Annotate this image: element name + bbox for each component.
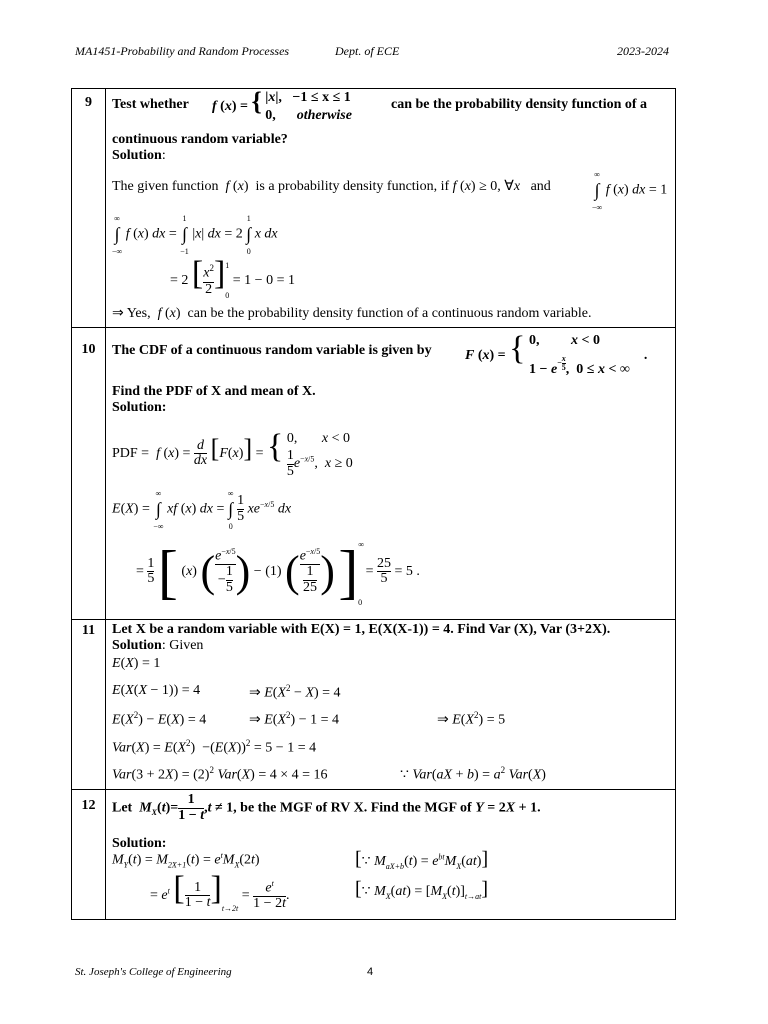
conclusion: ⇒ Yes, f (x) can be the probability density function of a continuous random variable. (112, 306, 592, 321)
question-row-9 (72, 89, 676, 328)
mgf-property-1: [∵ $M_{aX+b}(t) = e^{bt}M_X(at)$] (355, 848, 489, 871)
question-number: 11 (72, 620, 106, 790)
variance-transformed: $Var(3 + 2X) = (2)^2$ Var(X) = 4 × 4 = 16 (112, 765, 328, 783)
header-year: 2023-2024 (617, 44, 669, 58)
questions-table (71, 88, 676, 920)
footer-college: St. Joseph's College of Engineering (75, 966, 232, 978)
mgf-step-1: $M_Y(t) = M_{2X+1}(t) = e^tM_X(2t)$ (112, 851, 260, 870)
question-body (106, 89, 676, 328)
case-condition: otherwise (296, 107, 352, 123)
mean-integral: E(X) = ∞ ∫ −∞ xf (x) dx = ∞ ∫ 0 $\frac{1}{5}$ $xe^{-x/5}$ dx (112, 489, 292, 531)
integral-condition: ∞ ∫ −∞ f (x) dx = 1 (592, 170, 668, 212)
solution-label: Solution: (112, 148, 166, 163)
question-row-11 (72, 620, 676, 790)
header-dept: Dept. of ECE (335, 44, 400, 58)
question-row-10 (72, 328, 676, 620)
question-body (106, 328, 676, 620)
mgf-step-2: = $e^t$ [ $\frac{1}{1 - t}$ ]$_{t\to 2t}$ = $\frac{e^t}{1 - 2t}$ . (150, 870, 290, 913)
integral-equation: ∞ ∫ −∞ f (x) dx = 1 ∫ −1 |x| dx = 2 1 ∫ 0 x dx (112, 214, 278, 256)
question-row-12 (72, 790, 676, 920)
solution-label: Solution: (112, 836, 167, 851)
question-body (106, 790, 676, 920)
question-number: 12 (72, 790, 106, 920)
solution-label: Solution: (112, 400, 167, 415)
question-prompt-2: Find the PDF of X and mean of X. (112, 384, 316, 399)
piecewise-function: f (x) = { |x|, −1 ≤ x ≤ 1 0, otherwise (212, 87, 352, 123)
question-prompt: Let $M_X(t)=$ $\frac{1}{1 - t}$ ,t ≠ 1, be the MGF of RV X. Find the MGF of Y = 2X + 1. (112, 792, 541, 823)
solution-label: Solution: Given (112, 638, 204, 653)
question-body (106, 620, 676, 790)
question-number: 10 (72, 328, 106, 620)
variance-property: ∵ $Var(aX + b) = a^2$ Var(X) (400, 765, 546, 783)
step-1: E(X(X − 1)) = 4 (112, 683, 201, 698)
case-condition: −1 ≤ x ≤ 1 (292, 90, 351, 106)
question-prompt: The CDF of a continuous random variable is given by (112, 343, 432, 358)
pdf-derivation: PDF = f (x) = $\frac{d}{dx}$ [F(x)] = { 0, x < 0 $\frac{1}{5}$ $e^{-x/5}$, x ≥ 0 (112, 427, 353, 479)
question-prompt: continuous random variable? (112, 132, 288, 147)
variance-x: $Var(X) = E(X^2) -(E(X))^2 = 5 - 1 = 4$ (112, 738, 317, 756)
question-number: 9 (72, 89, 106, 328)
question-prompt: Let X be a random variable with E(X) = 1, E(X(X-1)) = 4. Find Var (X), Var (3+2X). (112, 622, 611, 637)
mean-evaluation: = $\frac{1}{5}$ [ (x) ( $e^{-x/5}$ − $\frac{1}{5}$ ) − (1) ( $\frac{e^{-x/5}}{\frac{1}{25}}$ ) ]$^\infty_0$ = $\frac{25}{5}$ = 5 . (136, 538, 420, 607)
mgf-property-2: [∵ $M_X(at) = [M_X(t)]_{t\to at}$] (355, 878, 489, 901)
cdf-function: F (x) = { 0, x < 0 $1 - e^{- \frac{x}{5}}$ , 0 ≤ x < ∞ . (465, 330, 648, 378)
step-2-mid: ⇒ $E(X^2) - 1 = 4$ (249, 710, 339, 728)
question-prompt: can be the probability density function of a (391, 97, 648, 112)
given-ex: E(X) = 1 (112, 656, 161, 671)
condition-line: The given function f (x) is a probability density function, if f (x) ≥ 0, ∀x and (112, 179, 551, 194)
header-course: MA1451-Probability and Random Processes (75, 44, 290, 58)
step-2: $E(X^2) - E(X) = 4$ (112, 710, 207, 728)
page-number: 4 (367, 966, 374, 978)
step-2-result: ⇒ $E(X^2) = 5$ (437, 710, 506, 728)
question-prompt: Test whether (112, 97, 189, 112)
evaluation-step: = 2 [ $\frac{x^2}{2}$ ]$_0^1 = 1 - 0 = 1$ (170, 255, 295, 300)
step-1-result: ⇒ $E(X^2 - X) = 4$ (249, 683, 341, 701)
